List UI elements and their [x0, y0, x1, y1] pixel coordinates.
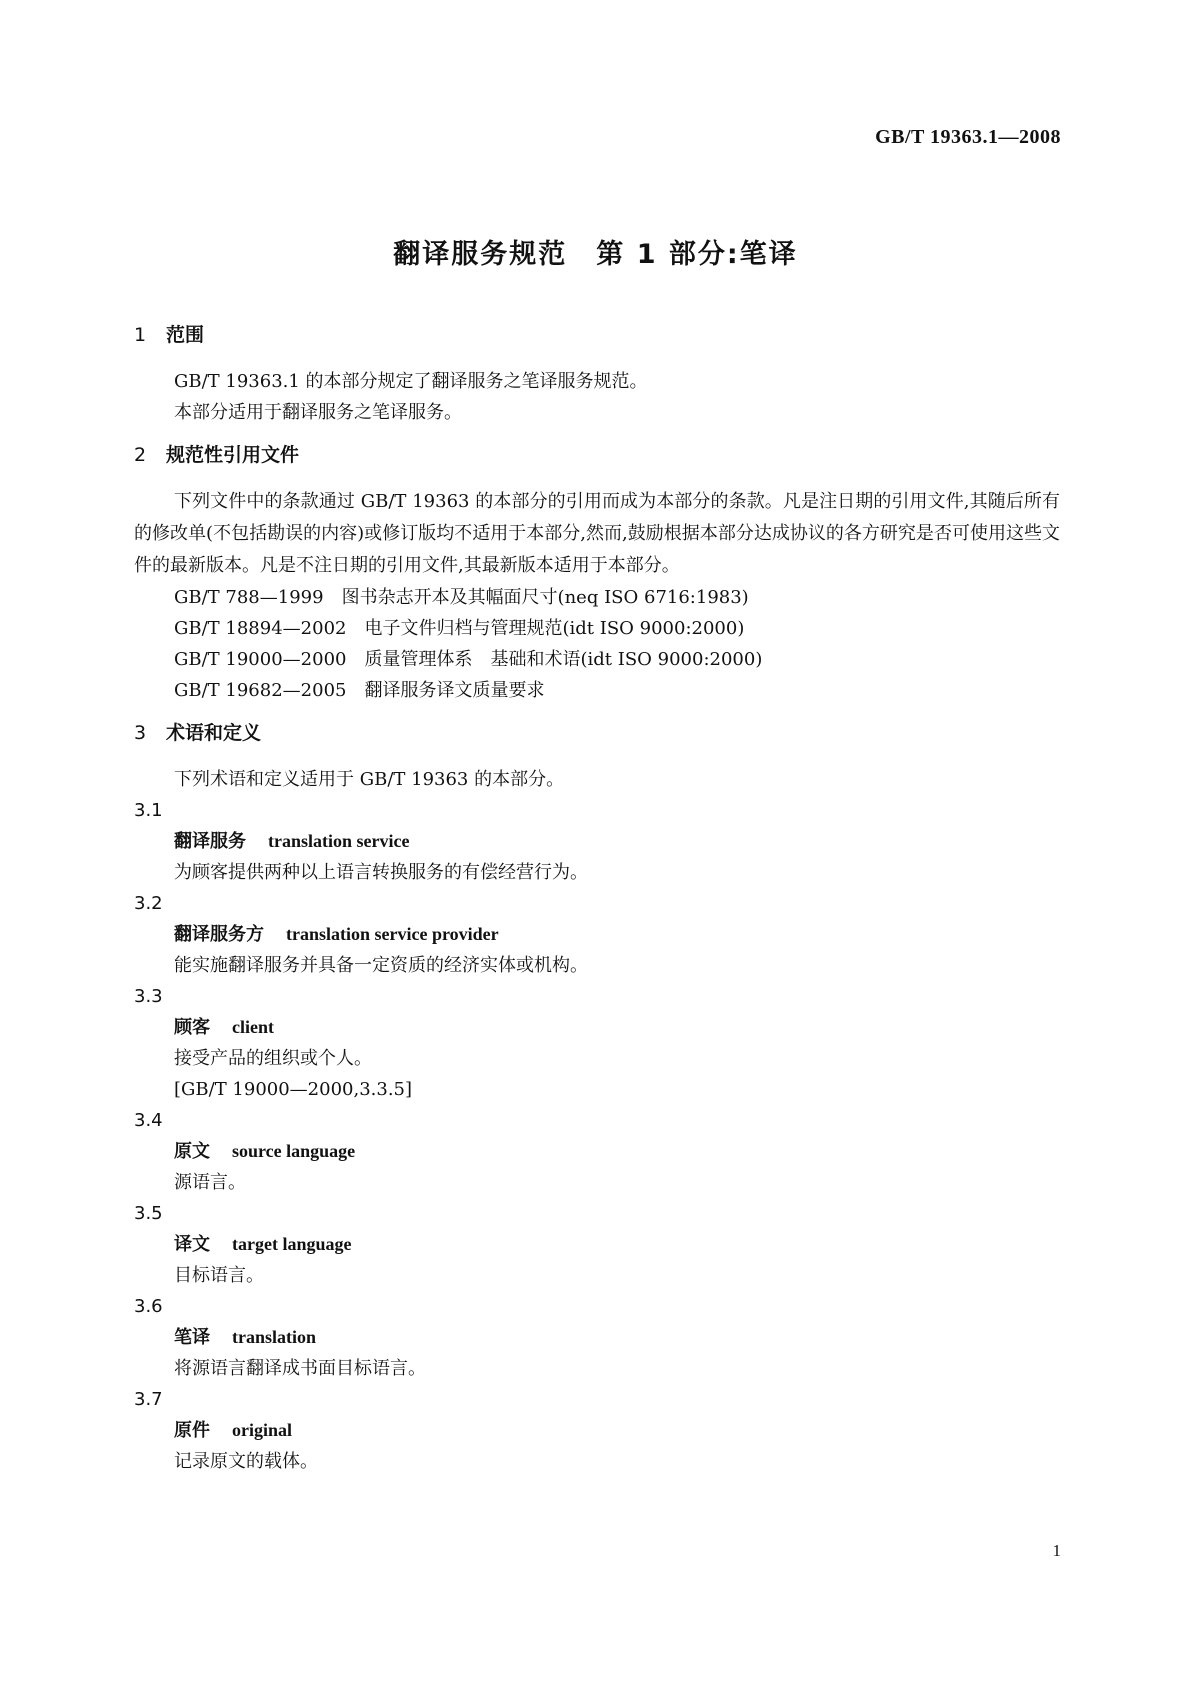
term-name	[134, 1136, 1060, 1167]
term-name-zh: 译文	[174, 1234, 210, 1255]
reference-item: GB/T 19000—2000 质量管理体系 基础和术语(idt ISO 9000:2000)	[174, 649, 763, 670]
term-definition: 将源语言翻译成书面目标语言。	[174, 1358, 426, 1379]
term-name	[134, 1322, 1060, 1353]
section-number: 2	[134, 444, 147, 466]
section-scope-body	[134, 366, 1060, 428]
term-entry	[134, 795, 1060, 888]
section-heading-normative-references	[134, 442, 1060, 468]
term-name-zh: 顾客	[174, 1017, 210, 1038]
term-name	[134, 1415, 1060, 1446]
paragraph: 下列术语和定义适用于 GB/T 19363 的本部分。	[174, 769, 565, 790]
term-name-en: translation service	[268, 831, 410, 851]
term-name-en: original	[232, 1420, 293, 1440]
term-definition: 记录原文的载体。	[174, 1451, 318, 1472]
term-number: 3.2	[134, 893, 163, 914]
term-definition: 接受产品的组织或个人。	[174, 1048, 372, 1069]
term-name-zh: 笔译	[174, 1327, 210, 1348]
term-definition: 为顾客提供两种以上语言转换服务的有偿经营行为。	[174, 862, 588, 883]
term-entry	[134, 1384, 1060, 1477]
term-name-en: source language	[232, 1141, 356, 1161]
reference-item: GB/T 19682—2005 翻译服务译文质量要求	[174, 680, 545, 701]
terms-list	[134, 795, 1060, 1477]
term-name-zh: 翻译服务	[174, 831, 246, 852]
section-number: 3	[134, 722, 147, 744]
standard-code: GB/T 19363.1—2008	[875, 126, 1061, 148]
section-number: 1	[134, 324, 147, 346]
term-definition: 目标语言。	[174, 1265, 264, 1286]
term-definition: 源语言。	[174, 1172, 246, 1193]
term-entry	[134, 1105, 1060, 1198]
term-entry	[134, 1198, 1060, 1291]
term-number: 3.4	[134, 1110, 163, 1131]
term-entry	[134, 1291, 1060, 1384]
paragraph: 本部分适用于翻译服务之笔译服务。	[174, 402, 462, 423]
paragraph: 下列文件中的条款通过 GB/T 19363 的本部分的引用而成为本部分的条款。凡是注日期的引用文件,其随后所有的修改单(不包括勘误的内容)或修订版均不适用于本部分,然而,鼓励根据本部分达成协议的各方研究是否可使用这些文件的最新版本。凡是不注日期的引用文件,其最新版本适用于本部分。	[134, 491, 1060, 576]
term-name	[134, 826, 1060, 857]
term-definition: 能实施翻译服务并具备一定资质的经济实体或机构。	[174, 955, 588, 976]
term-number: 3.1	[134, 800, 163, 821]
reference-item: GB/T 18894—2002 电子文件归档与管理规范(idt ISO 9000:2000)	[174, 618, 745, 639]
term-name-en: client	[232, 1017, 274, 1037]
term-name-en: translation service provider	[286, 924, 499, 944]
page-number: 1	[1052, 1541, 1061, 1560]
reference-item: GB/T 788—1999 图书杂志开本及其幅面尺寸(neq ISO 6716:1983)	[174, 587, 749, 608]
section-terms-body	[134, 764, 1060, 1477]
paragraph: GB/T 19363.1 的本部分规定了翻译服务之笔译服务规范。	[174, 371, 648, 392]
document-title: 翻译服务规范 第 1 部分:笔译	[393, 239, 798, 270]
term-name-zh: 原文	[174, 1141, 210, 1162]
section-title: 范围	[166, 324, 205, 346]
document-body	[134, 322, 1060, 1477]
term-entry	[134, 888, 1060, 981]
term-source: [GB/T 19000—2000,3.3.5]	[174, 1079, 413, 1100]
term-entry	[134, 981, 1060, 1105]
section-title: 术语和定义	[166, 722, 262, 744]
term-name-zh: 翻译服务方	[174, 924, 264, 945]
section-heading-terms	[134, 720, 1060, 746]
term-name	[134, 1229, 1060, 1260]
section-title: 规范性引用文件	[166, 444, 300, 466]
term-name	[134, 1012, 1060, 1043]
term-number: 3.5	[134, 1203, 163, 1224]
term-name	[134, 919, 1060, 950]
term-number: 3.7	[134, 1389, 163, 1410]
term-name-zh: 原件	[174, 1420, 210, 1441]
term-number: 3.6	[134, 1296, 163, 1317]
term-name-en: target language	[232, 1234, 352, 1254]
section-heading-scope	[134, 322, 1060, 348]
term-number: 3.3	[134, 986, 163, 1007]
section-references-body	[134, 486, 1060, 706]
term-name-en: translation	[232, 1327, 317, 1347]
